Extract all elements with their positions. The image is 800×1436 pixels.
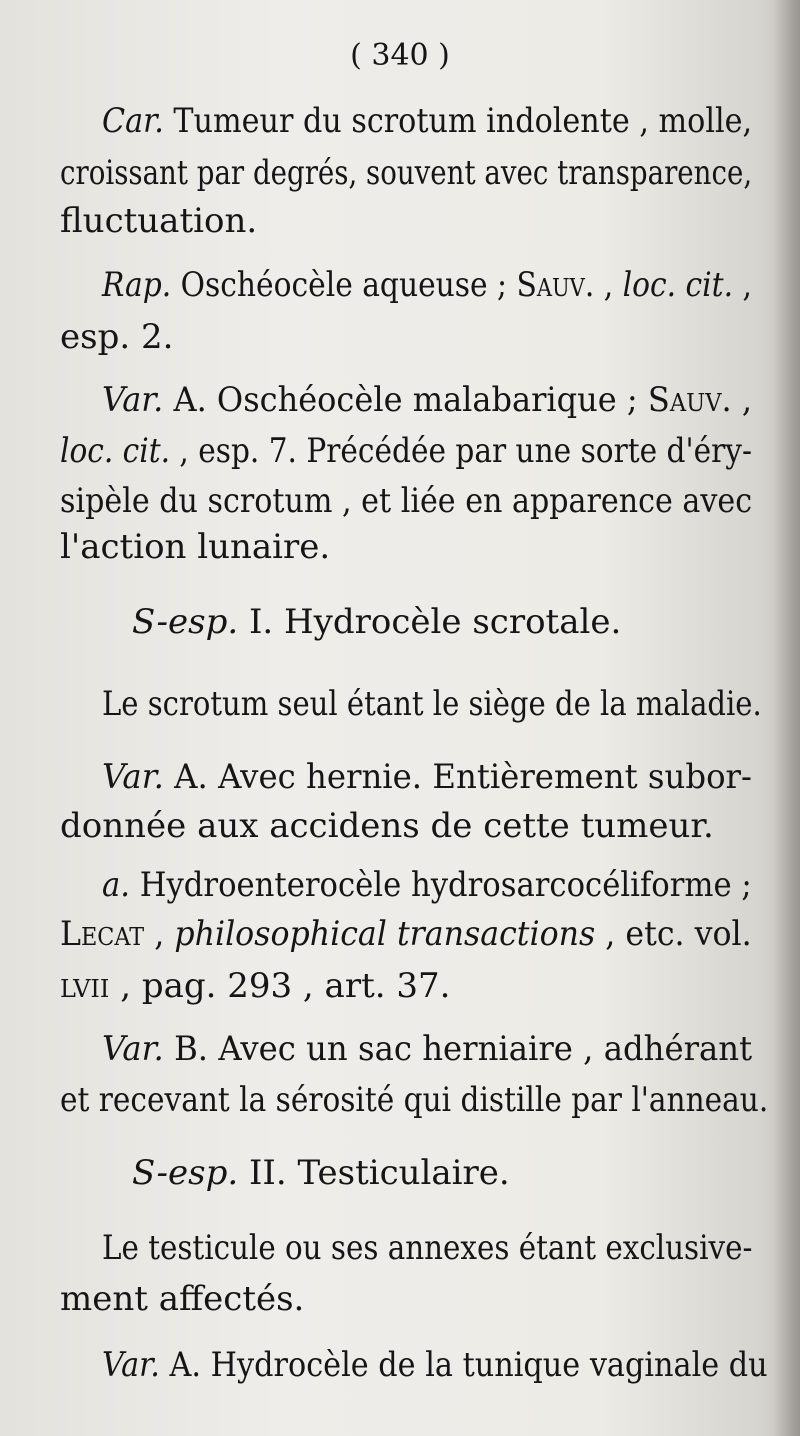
- text-span: ment affectés.: [60, 1279, 305, 1319]
- text-span: B. Avec un sac herniaire , adhérant: [163, 1029, 753, 1069]
- italic-text: Car.: [102, 101, 164, 141]
- italic-text: Var.: [102, 1345, 160, 1385]
- text-span: A. Hydrocèle de la tunique vaginale du: [159, 1345, 768, 1385]
- text-line: [102, 101, 752, 141]
- small-caps-text: Sauv.: [516, 265, 595, 305]
- italic-text: Var.: [102, 1029, 164, 1069]
- text-line: [60, 481, 752, 521]
- text-line: [60, 806, 714, 846]
- text-line: [102, 757, 752, 797]
- text-span: donnée aux accidens de cette tumeur.: [60, 806, 714, 846]
- italic-text: a.: [102, 865, 131, 905]
- text-span: Tumeur du scrotum indolente , molle,: [163, 101, 753, 141]
- small-caps-text: lvii: [60, 966, 110, 1006]
- text-span: II. Testiculaire.: [238, 1153, 510, 1193]
- text-line: [60, 914, 752, 954]
- text-line: [102, 1228, 752, 1268]
- text-span: ,: [731, 380, 753, 420]
- italic-text: philosophical transactions: [174, 914, 596, 954]
- text-line: [132, 602, 621, 642]
- text-span: A. Oschéocèle malabarique ;: [163, 380, 648, 420]
- text-line: [60, 153, 752, 193]
- text-span: , etc. vol.: [595, 914, 752, 954]
- text-span: ,: [594, 265, 623, 305]
- italic-text: Var.: [102, 380, 164, 420]
- text-span: I. Hydrocèle scrotale.: [238, 602, 622, 642]
- text-span: croissant par degrés, souvent avec transparence,: [60, 153, 753, 193]
- text-span: , esp. 7. Précédée par une sorte d'éry-: [170, 431, 753, 471]
- italic-text: S-esp.: [132, 602, 239, 642]
- text-span: et recevant la sérosité qui distille par l'anneau.: [60, 1080, 769, 1120]
- text-span: fluctuation.: [60, 201, 258, 241]
- text-span: Hydroenterocèle hydrosarcocéliforme ;: [130, 865, 752, 905]
- text-span: Le testicule ou ses annexes étant exclusive-: [102, 1228, 753, 1268]
- italic-text: S-esp.: [132, 1153, 239, 1193]
- page-number: ( 340 ): [350, 38, 450, 73]
- text-span: , pag. 293 , art. 37.: [109, 966, 451, 1006]
- text-span: ,: [144, 914, 175, 954]
- text-line: [102, 380, 752, 420]
- text-line: [102, 265, 752, 305]
- text-span: Oschéocèle aqueuse ;: [171, 265, 517, 305]
- text-span: sipèle du scrotum , et liée en apparence avec: [60, 481, 753, 521]
- text-span: Le scrotum seul étant le siège de la maladie.: [102, 684, 762, 724]
- small-caps-text: Sauv.: [647, 380, 732, 420]
- small-caps-text: Lecat: [60, 914, 145, 954]
- italic-text: loc. cit.: [622, 265, 734, 305]
- text-line: [102, 1345, 768, 1385]
- text-line: [60, 201, 257, 241]
- text-line: [60, 1279, 304, 1319]
- text-line: [60, 966, 450, 1006]
- text-line: [60, 527, 330, 567]
- text-line: [60, 1080, 768, 1120]
- italic-text: Var.: [102, 757, 164, 797]
- text-line: [102, 865, 752, 905]
- text-span: ,: [733, 265, 752, 305]
- page-edge-shadow: [774, 0, 800, 1436]
- italic-text: loc. cit.: [60, 431, 171, 471]
- text-span: esp. 2.: [60, 317, 174, 357]
- text-line: [102, 684, 762, 724]
- text-span: A. Avec hernie. Entièrement subor-: [163, 757, 752, 797]
- italic-text: Rap.: [102, 265, 172, 305]
- text-span: l'action lunaire.: [60, 527, 331, 567]
- text-line: [60, 431, 752, 471]
- text-line: [102, 1029, 752, 1069]
- text-line: [132, 1153, 510, 1193]
- text-line: [60, 317, 173, 357]
